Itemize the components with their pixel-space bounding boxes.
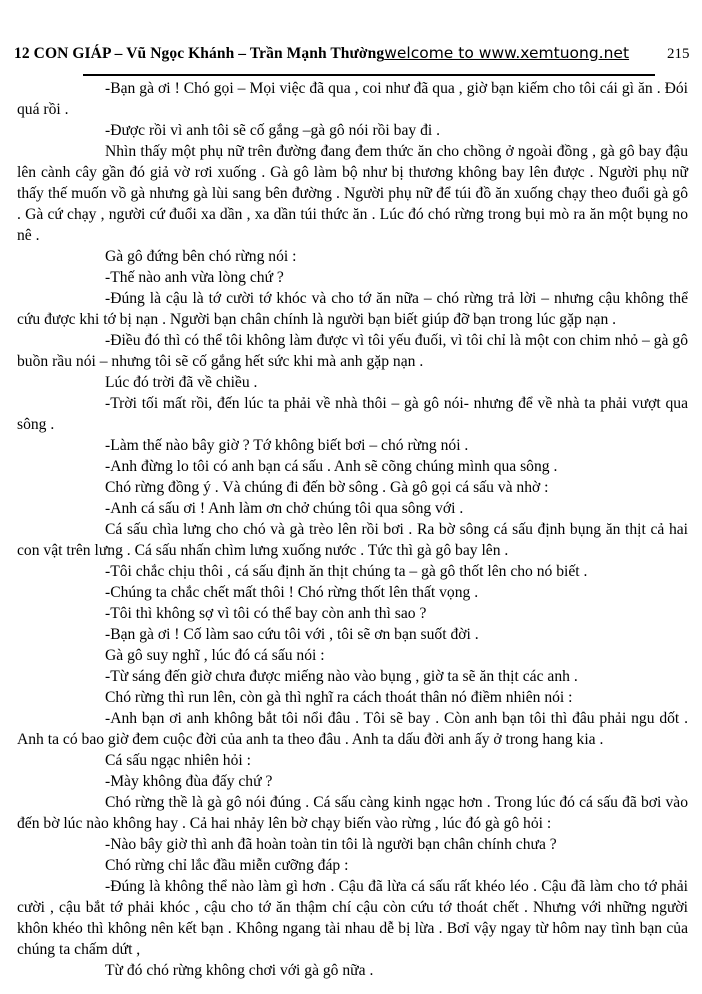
paragraph: -Anh cá sấu ơi ! Anh làm ơn chở chúng tôi qua sông với . [105, 500, 464, 517]
book-title: 12 CON GIÁP – Vũ Ngọc Khánh – Trần Mạnh Thường [14, 45, 385, 62]
website-link[interactable]: welcome to www.xemtuong.net [384, 44, 630, 62]
page-header [0, 0, 702, 63]
paragraph: -Bạn gà ơi ! Chó gọi – Mọi việc đã qua , coi như đã qua , giờ bạn kiếm cho tôi cái gì ăn . Đói quá rồi . [17, 80, 688, 118]
page-number: 215 [667, 46, 690, 62]
page-body [0, 78, 702, 981]
paragraph: -Chúng ta chắc chết mất thôi ! Chó rừng thốt lên thất vọng . [105, 584, 479, 601]
paragraph: -Từ sáng đến giờ chưa được miếng nào vào bụng , giờ ta sẽ ăn thịt các anh . [105, 668, 578, 685]
paragraph: Chó rừng đồng ý . Và chúng đi đến bờ sông . Gà gô gọi cá sấu và nhờ : [105, 479, 549, 496]
paragraph: Chó rừng thì run lên, còn gà thì nghĩ ra cách thoát thân nó điềm nhiên nói : [105, 689, 573, 706]
paragraph: Gà gô đứng bên chó rừng nói : [105, 248, 297, 265]
paragraph: -Thế nào anh vừa lòng chứ ? [105, 269, 284, 286]
header-divider [83, 74, 655, 76]
paragraph: Nhìn thấy một phụ nữ trên đường đang đem thức ăn cho chồng ở ngoài đồng , gà gô bay đậu lên cành cây gần đó giả vờ rơi xuống . Gà gô làm bộ như bị thương không bay lên được . Người phụ nữ thấy thế muốn vồ gà nhưng gà lùi sang bên đường . Người phụ nữ để túi đồ ăn xuống chạy theo đuổi gà gô . Gà cứ chạy , người cứ đuổi xa dần , xa dần túi thức ăn . Lúc đó chó rừng trong bụi mò ra ăn một bụng no nê . [17, 143, 688, 244]
paragraph: Gà gô suy nghĩ , lúc đó cá sấu nói : [105, 647, 325, 664]
paragraph: Cá sấu ngạc nhiên hỏi : [105, 752, 251, 769]
paragraph: -Nào bây giờ thì anh đã hoàn toàn tin tôi là người bạn chân chính chưa ? [105, 836, 557, 853]
paragraph: -Tôi chắc chịu thôi , cá sấu định ăn thịt chúng ta – gà gô thốt lên cho nó biết . [105, 563, 588, 580]
paragraph: -Được rồi vì anh tôi sẽ cố gắng –gà gô nói rồi bay đi . [105, 122, 440, 139]
paragraph: -Anh đừng lo tôi có anh bạn cá sấu . Anh sẽ cõng chúng mình qua sông . [105, 458, 558, 475]
paragraph: Chó rừng thề là gà gô nói đúng . Cá sấu càng kinh ngạc hơn . Trong lúc đó cá sấu đã bơi vào đến bờ lúc nào không hay . Cả hai nhảy lên bờ chạy biến vào rừng , lúc đó gà gô hỏi : [17, 794, 688, 832]
paragraph: -Đúng là cậu là tớ cười tớ khóc và cho tớ ăn nữa – chó rừng trả lời – nhưng cậu không thể cứu được khi tớ bị nạn . Người bạn chân chính là người bạn biết giúp đỡ bạn trong lúc gặp nạn . [17, 290, 688, 328]
paragraph: -Tôi thì không sợ vì tôi có thể bay còn anh thì sao ? [105, 605, 427, 622]
paragraph: -Anh bạn ơi anh không bắt tôi nổi đâu . Tôi sẽ bay . Còn anh bạn tôi thì đâu phải ngu dốt . Anh ta có bao giờ đem cuộc đời của anh ta theo đâu . Anh ta dấu đời anh ấy ở trong hang kia . [17, 710, 688, 748]
paragraph: -Mày không đùa đấy chứ ? [105, 773, 273, 790]
paragraph: -Bạn gà ơi ! Cố làm sao cứu tôi với , tôi sẽ ơn bạn suốt đời . [105, 626, 479, 643]
paragraph: -Đúng là không thể nào làm gì hơn . Cậu đã lừa cá sấu rất khéo léo . Cậu đã làm cho tớ phải cười , cậu bắt tớ phải khóc , cậu cho tớ ăn thậm chí cậu còn cứu tớ thoát chết . Nhưng với những người khôn khéo thì không nên kết bạn . Không ngang tài nhau dễ bị lừa . Bơỉ vậy ngay từ hôm nay tình bạn của chúng ta chấm dứt , [17, 878, 688, 958]
paragraph: -Điều đó thì có thể tôi không làm được vì tôi yếu đuối, vì tôi chỉ là một con chim nhỏ – gà gô buồn rầu nói – nhưng tôi sẽ cố gắng hết sức khi mà anh gặp nạn . [17, 332, 688, 370]
paragraph: Từ đó chó rừng không chơi với gà gô nữa . [105, 962, 374, 979]
paragraph: -Làm thế nào bây giờ ? Tớ không biết bơi – chó rừng nói . [105, 437, 469, 454]
paragraph: Lúc đó trời đã về chiều . [105, 374, 258, 391]
paragraph: Chó rừng chỉ lắc đầu miễn cưỡng đáp : [105, 857, 349, 874]
paragraph: -Trời tối mất rồi, đến lúc ta phải về nhà thôi – gà gô nói- nhưng để về nhà ta phải vượt qua sông . [17, 395, 688, 433]
paragraph: Cá sấu chìa lưng cho chó và gà trèo lên rồi bơi . Ra bờ sông cá sấu định bụng ăn thịt cả hai con vật trên lưng . Cá sấu nhấn chìm lưng xuống nước . Tức thì gà gô bay lên . [17, 521, 688, 559]
